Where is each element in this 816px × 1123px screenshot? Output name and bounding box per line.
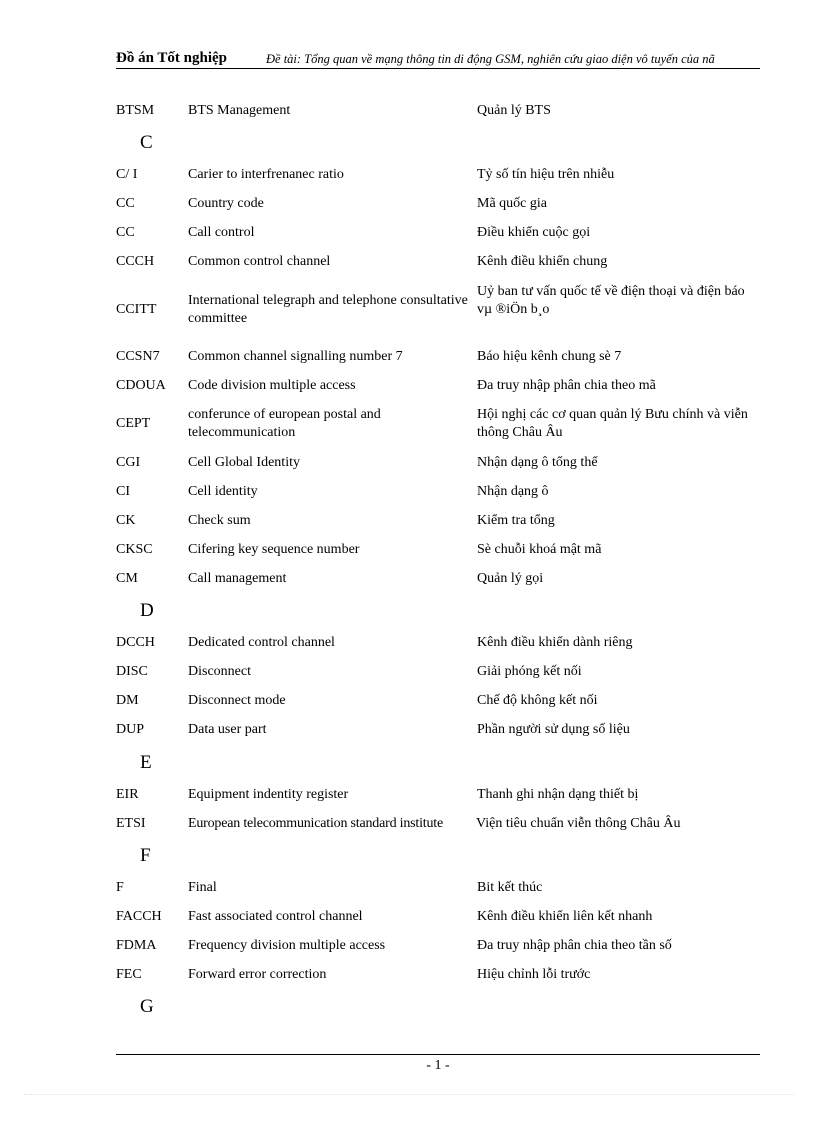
abbreviation: FDMA <box>116 938 157 953</box>
english-term: BTS Management <box>188 103 291 118</box>
vietnamese-meaning: Phần người sử dụng số liệu <box>477 722 630 737</box>
abbreviation: CI <box>116 484 130 499</box>
vietnamese-meaning: Giải phóng kết nối <box>477 664 582 679</box>
abbreviation: EIR <box>116 787 139 802</box>
abbreviation: DCCH <box>116 635 155 650</box>
abbreviation: C/ I <box>116 167 138 182</box>
vietnamese-meaning: Đa truy nhập phân chia theo tần số <box>477 938 672 953</box>
page-header <box>116 50 760 69</box>
vietnamese-meaning: Sè chuỗi khoá mật mã <box>477 542 602 557</box>
vietnamese-meaning: Hiệu chỉnh lỗi trước <box>477 967 591 982</box>
abbreviation: ETSI <box>116 816 146 831</box>
english-term: Country code <box>188 196 264 211</box>
abbreviation: FEC <box>116 967 142 982</box>
vietnamese-meaning: Mã quốc gia <box>477 196 547 211</box>
english-term: Final <box>188 880 217 895</box>
abbreviation: DM <box>116 693 139 708</box>
english-term: Disconnect mode <box>188 693 286 708</box>
vietnamese-meaning: Viện tiêu chuẩn viễn thông Châu Âu <box>476 816 681 831</box>
vietnamese-meaning: Bit kết thúc <box>477 880 543 895</box>
english-term: Common control channel <box>188 254 331 269</box>
abbreviation: CM <box>116 571 138 586</box>
vietnamese-meaning: Hội nghị các cơ quan quản lý Bưu chính và viễn thông Châu Âu <box>477 407 748 440</box>
english-term: Frequency division multiple access <box>188 938 386 953</box>
abbreviation: CC <box>116 225 135 240</box>
page-bottom-edge <box>24 1094 794 1095</box>
abbreviation: CCITT <box>116 302 157 317</box>
vietnamese-meaning: Nhận dạng ô tổng thể <box>477 455 598 470</box>
english-term: Code division multiple access <box>188 378 356 393</box>
english-term: conferunce of european postal and telecommunication <box>188 407 381 440</box>
meaning-line-legacy: vµ ®iÖn b¸o <box>477 302 550 317</box>
english-term: Carier to interfrenanec ratio <box>188 167 344 182</box>
abbreviation: CKSC <box>116 542 153 557</box>
page-number: - 1 - <box>426 1058 450 1073</box>
english-term: Cell identity <box>188 484 258 499</box>
abbreviation: DUP <box>116 722 145 737</box>
abbreviation: CEPT <box>116 416 151 431</box>
english-term: International telegraph and telephone consultative committee <box>188 293 468 326</box>
english-term: Check sum <box>188 513 251 528</box>
vietnamese-meaning: Nhận dạng ô <box>477 484 549 499</box>
footer-rule <box>116 1054 760 1055</box>
section-letter: F <box>140 845 151 866</box>
vietnamese-meaning: Thanh ghi nhận dạng thiết bị <box>477 787 639 802</box>
english-term: Disconnect <box>188 664 251 679</box>
vietnamese-meaning: Kênh điều khiển dành riêng <box>477 635 633 650</box>
abbreviation: CC <box>116 196 135 211</box>
vietnamese-meaning: Kênh điều khiển liên kết nhanh <box>477 909 653 924</box>
vietnamese-meaning <box>477 283 757 319</box>
english-term: Common channel signalling number 7 <box>188 349 403 364</box>
english-term: Cell Global Identity <box>188 455 300 470</box>
english-term: Call management <box>188 571 287 586</box>
english-term: Call control <box>188 225 255 240</box>
section-letter: G <box>140 996 154 1017</box>
english-term: Dedicated control channel <box>188 635 335 650</box>
abbreviation: BTSM <box>116 103 155 118</box>
vietnamese-meaning: Đa truy nhập phân chia theo mã <box>477 378 656 393</box>
vietnamese-meaning: Điều khiển cuộc gọi <box>477 225 591 240</box>
english-term: Fast associated control channel <box>188 909 363 924</box>
vietnamese-meaning: Quản lý gọi <box>477 571 544 586</box>
vietnamese-meaning: Báo hiệu kênh chung sè 7 <box>477 349 622 364</box>
english-term: Cifering key sequence number <box>188 542 360 557</box>
abbreviation: F <box>116 880 124 895</box>
vietnamese-meaning: Chế độ không kết nối <box>477 693 598 708</box>
section-letter: E <box>140 752 152 773</box>
english-term: European telecommunication standard institute <box>188 816 443 831</box>
section-letter: D <box>140 600 154 621</box>
abbreviation: FACCH <box>116 909 162 924</box>
abbreviation: CCCH <box>116 254 155 269</box>
vietnamese-meaning: Tỷ số tín hiệu trên nhiễu <box>477 167 615 182</box>
english-term: Forward error correction <box>188 967 327 982</box>
vietnamese-meaning: Kênh điều khiển chung <box>477 254 608 269</box>
abbreviation: CGI <box>116 455 141 470</box>
section-letter: C <box>140 132 153 153</box>
vietnamese-meaning: Quản lý BTS <box>477 103 551 118</box>
document-title: Đồ án Tốt nghiệp <box>116 50 228 66</box>
english-term: Data user part <box>188 722 267 737</box>
meaning-line: Uỷ ban tư vấn quốc tế về điện thoại và điện báo <box>477 284 745 299</box>
english-term: Equipment indentity register <box>188 787 349 802</box>
abbreviation: CK <box>116 513 136 528</box>
document-topic: Đề tài: Tổng quan về mạng thông tin di động GSM, nghiên cứu giao diện vô tuyến của nã <box>266 52 715 66</box>
abbreviation: CDOUA <box>116 378 166 393</box>
abbreviation: CCSN7 <box>116 349 160 364</box>
vietnamese-meaning: Kiểm tra tổng <box>477 513 555 528</box>
abbreviation: DISC <box>116 664 148 679</box>
